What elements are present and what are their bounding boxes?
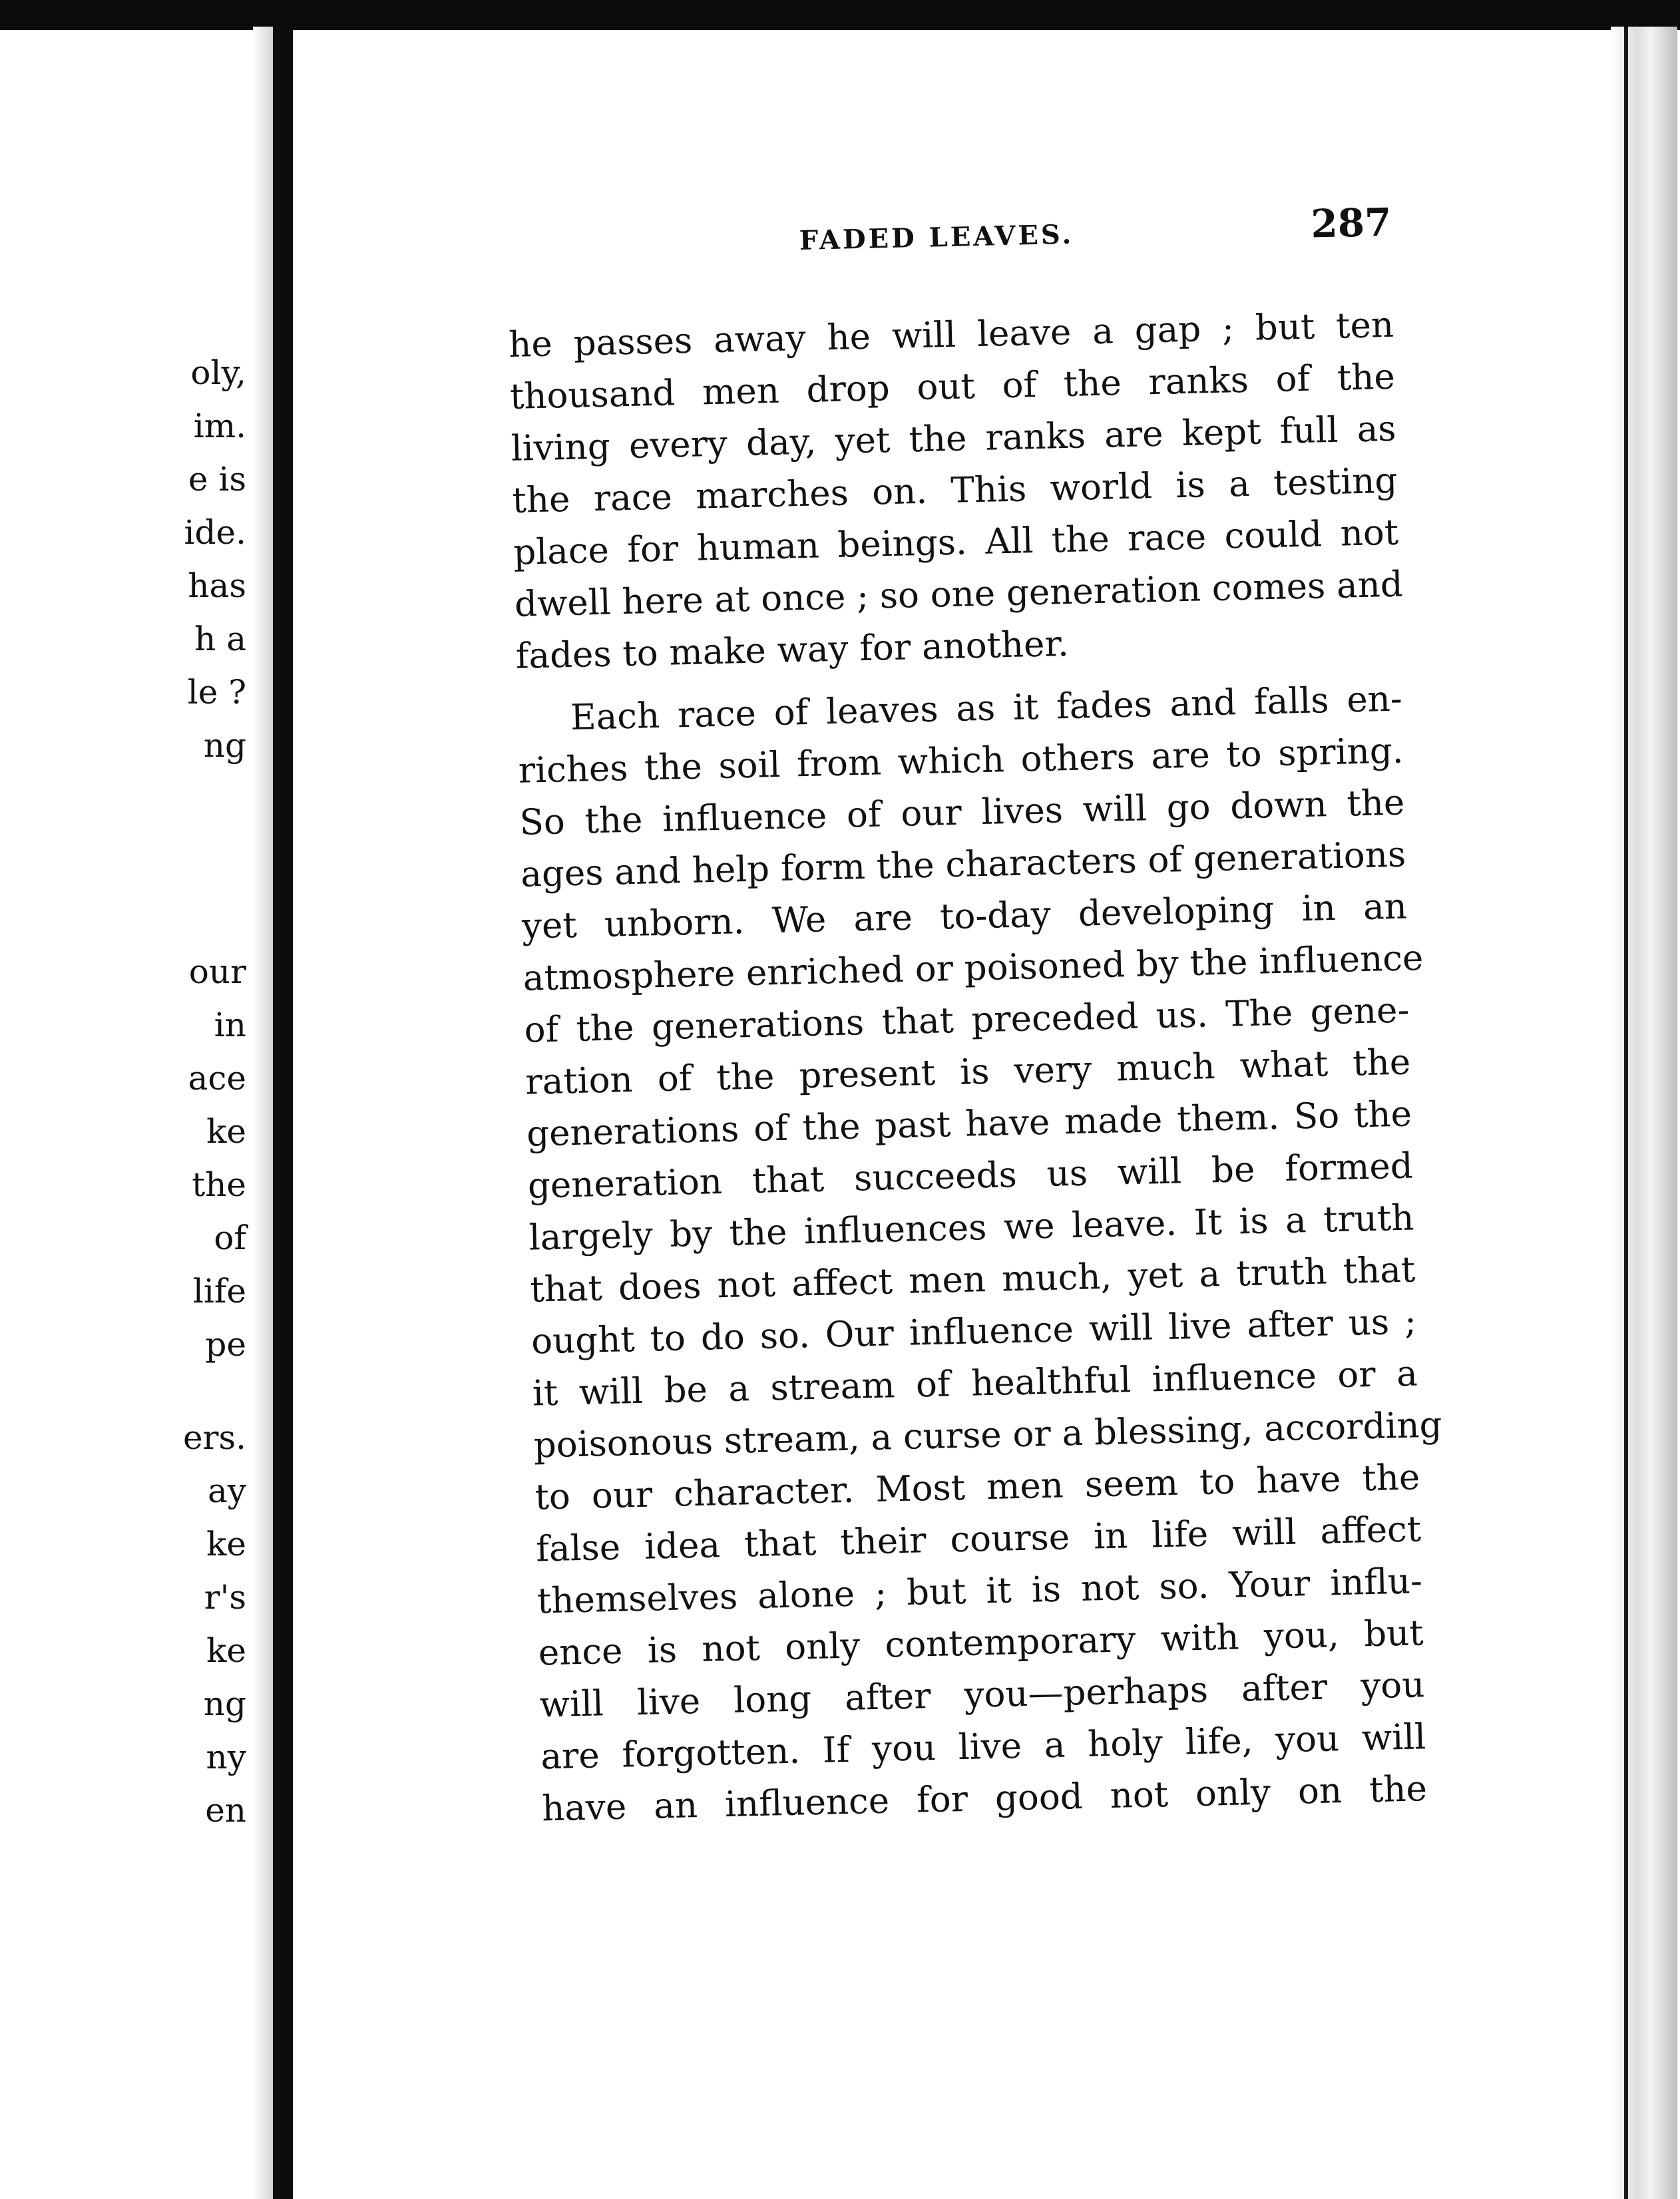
text-line: thousand men drop out of the ranks of the <box>509 356 1396 417</box>
text-line: So the influence of our lives will go down the <box>519 782 1405 843</box>
text-line: Each race of leaves as it fades and falls en- <box>570 678 1403 738</box>
page-edge-shadow <box>1611 27 1677 2199</box>
running-title: FADED LEAVES. <box>799 218 1074 257</box>
gutter-shadow <box>253 27 276 2199</box>
text-line: will live long after you—perhaps after you <box>538 1665 1425 1726</box>
paragraph <box>517 674 1443 1836</box>
previous-page-fragment: life <box>192 1272 246 1310</box>
text-line: of the generations that preceded us. The gene- <box>523 990 1410 1051</box>
previous-page-fragment: our <box>188 952 246 991</box>
book-page <box>506 198 1480 2083</box>
previous-page-fragment: ke <box>206 1631 246 1670</box>
paragraph <box>508 300 1404 683</box>
previous-page-fragment: ny <box>206 1738 246 1776</box>
text-line: false idea that their course in life will affect <box>535 1509 1422 1570</box>
text-line: generations of the past have made them. So the <box>526 1094 1412 1155</box>
text-line: to our character. Most men seem to have the <box>534 1457 1420 1518</box>
text-line: are forgotten. If you live a holy life, you will <box>540 1716 1426 1778</box>
previous-page-fragment: r's <box>204 1578 246 1617</box>
previous-page-fragment: ng <box>203 726 246 765</box>
previous-page-fragment: le ? <box>187 673 246 711</box>
text-line: living every day, yet the ranks are kept full as <box>511 408 1397 469</box>
text-line: fades to make way for another. <box>515 623 1070 677</box>
text-line: that does not affect men much, yet a truth that <box>529 1249 1416 1310</box>
previous-page-fragment: ke <box>206 1525 246 1563</box>
previous-page-fragment: en <box>205 1791 246 1830</box>
previous-page-fragment: oly, <box>190 353 246 392</box>
previous-page-fragment: the <box>192 1165 246 1204</box>
previous-page-fragment: has <box>188 566 246 605</box>
page-number: 287 <box>1310 199 1392 247</box>
previous-page-fragment: ke <box>206 1112 246 1151</box>
previous-page-fragment: ng <box>203 1685 246 1723</box>
text-line: ration of the present is very much what the <box>525 1042 1411 1103</box>
previous-page-fragment: ide. <box>184 513 246 552</box>
text-line: the race marches on. This world is a testing <box>511 460 1398 521</box>
previous-page-fragment: of <box>214 1219 246 1257</box>
text-line: ought to do so. Our influence will live after us ; <box>530 1301 1417 1362</box>
text-line: he passes away he will leave a gap ; but ten <box>508 304 1394 365</box>
text-line: riches the soil from which others are to spring. <box>518 730 1404 791</box>
previous-page-fragment: h a <box>194 620 246 658</box>
text-line: it will be a stream of healthful influence or a <box>532 1353 1418 1414</box>
previous-page-fragment: pe <box>205 1325 246 1364</box>
previous-page-fragment: e is <box>188 460 246 499</box>
text-line: atmosphere enriched or poisoned by the influence <box>523 938 1424 999</box>
page-edge-line <box>1624 27 1628 2199</box>
text-line: have an influence for good not only on the <box>541 1768 1428 1830</box>
text-line: dwell here at once ; so one generation comes and <box>514 564 1404 625</box>
text-line: ages and help form the characters of generations <box>520 834 1406 895</box>
text-line: poisonous stream, a curse or a blessing, according <box>533 1404 1443 1466</box>
text-line: yet unborn. We are to-day developing in an <box>521 886 1408 947</box>
text-line: generation that succeeds us will be formed <box>527 1145 1414 1207</box>
book-gutter <box>273 27 293 2199</box>
text-line: place for human beings. All the race could not <box>513 512 1399 573</box>
previous-page-fragment: in <box>214 1006 246 1044</box>
text-line: ence is not only contemporary with you, but <box>538 1613 1424 1674</box>
running-head <box>506 200 1392 273</box>
body-text <box>508 300 1443 1836</box>
previous-page-fragment: ace <box>188 1059 246 1098</box>
previous-page-edge <box>0 0 253 2199</box>
previous-page-fragment: ers. <box>182 1418 246 1457</box>
previous-page-fragment: im. <box>193 407 246 445</box>
previous-page-fragment: ay <box>207 1472 246 1510</box>
text-line: largely by the influences we leave. It is a truth <box>528 1197 1415 1259</box>
text-line: themselves alone ; but it is not so. Your influ- <box>536 1561 1423 1622</box>
